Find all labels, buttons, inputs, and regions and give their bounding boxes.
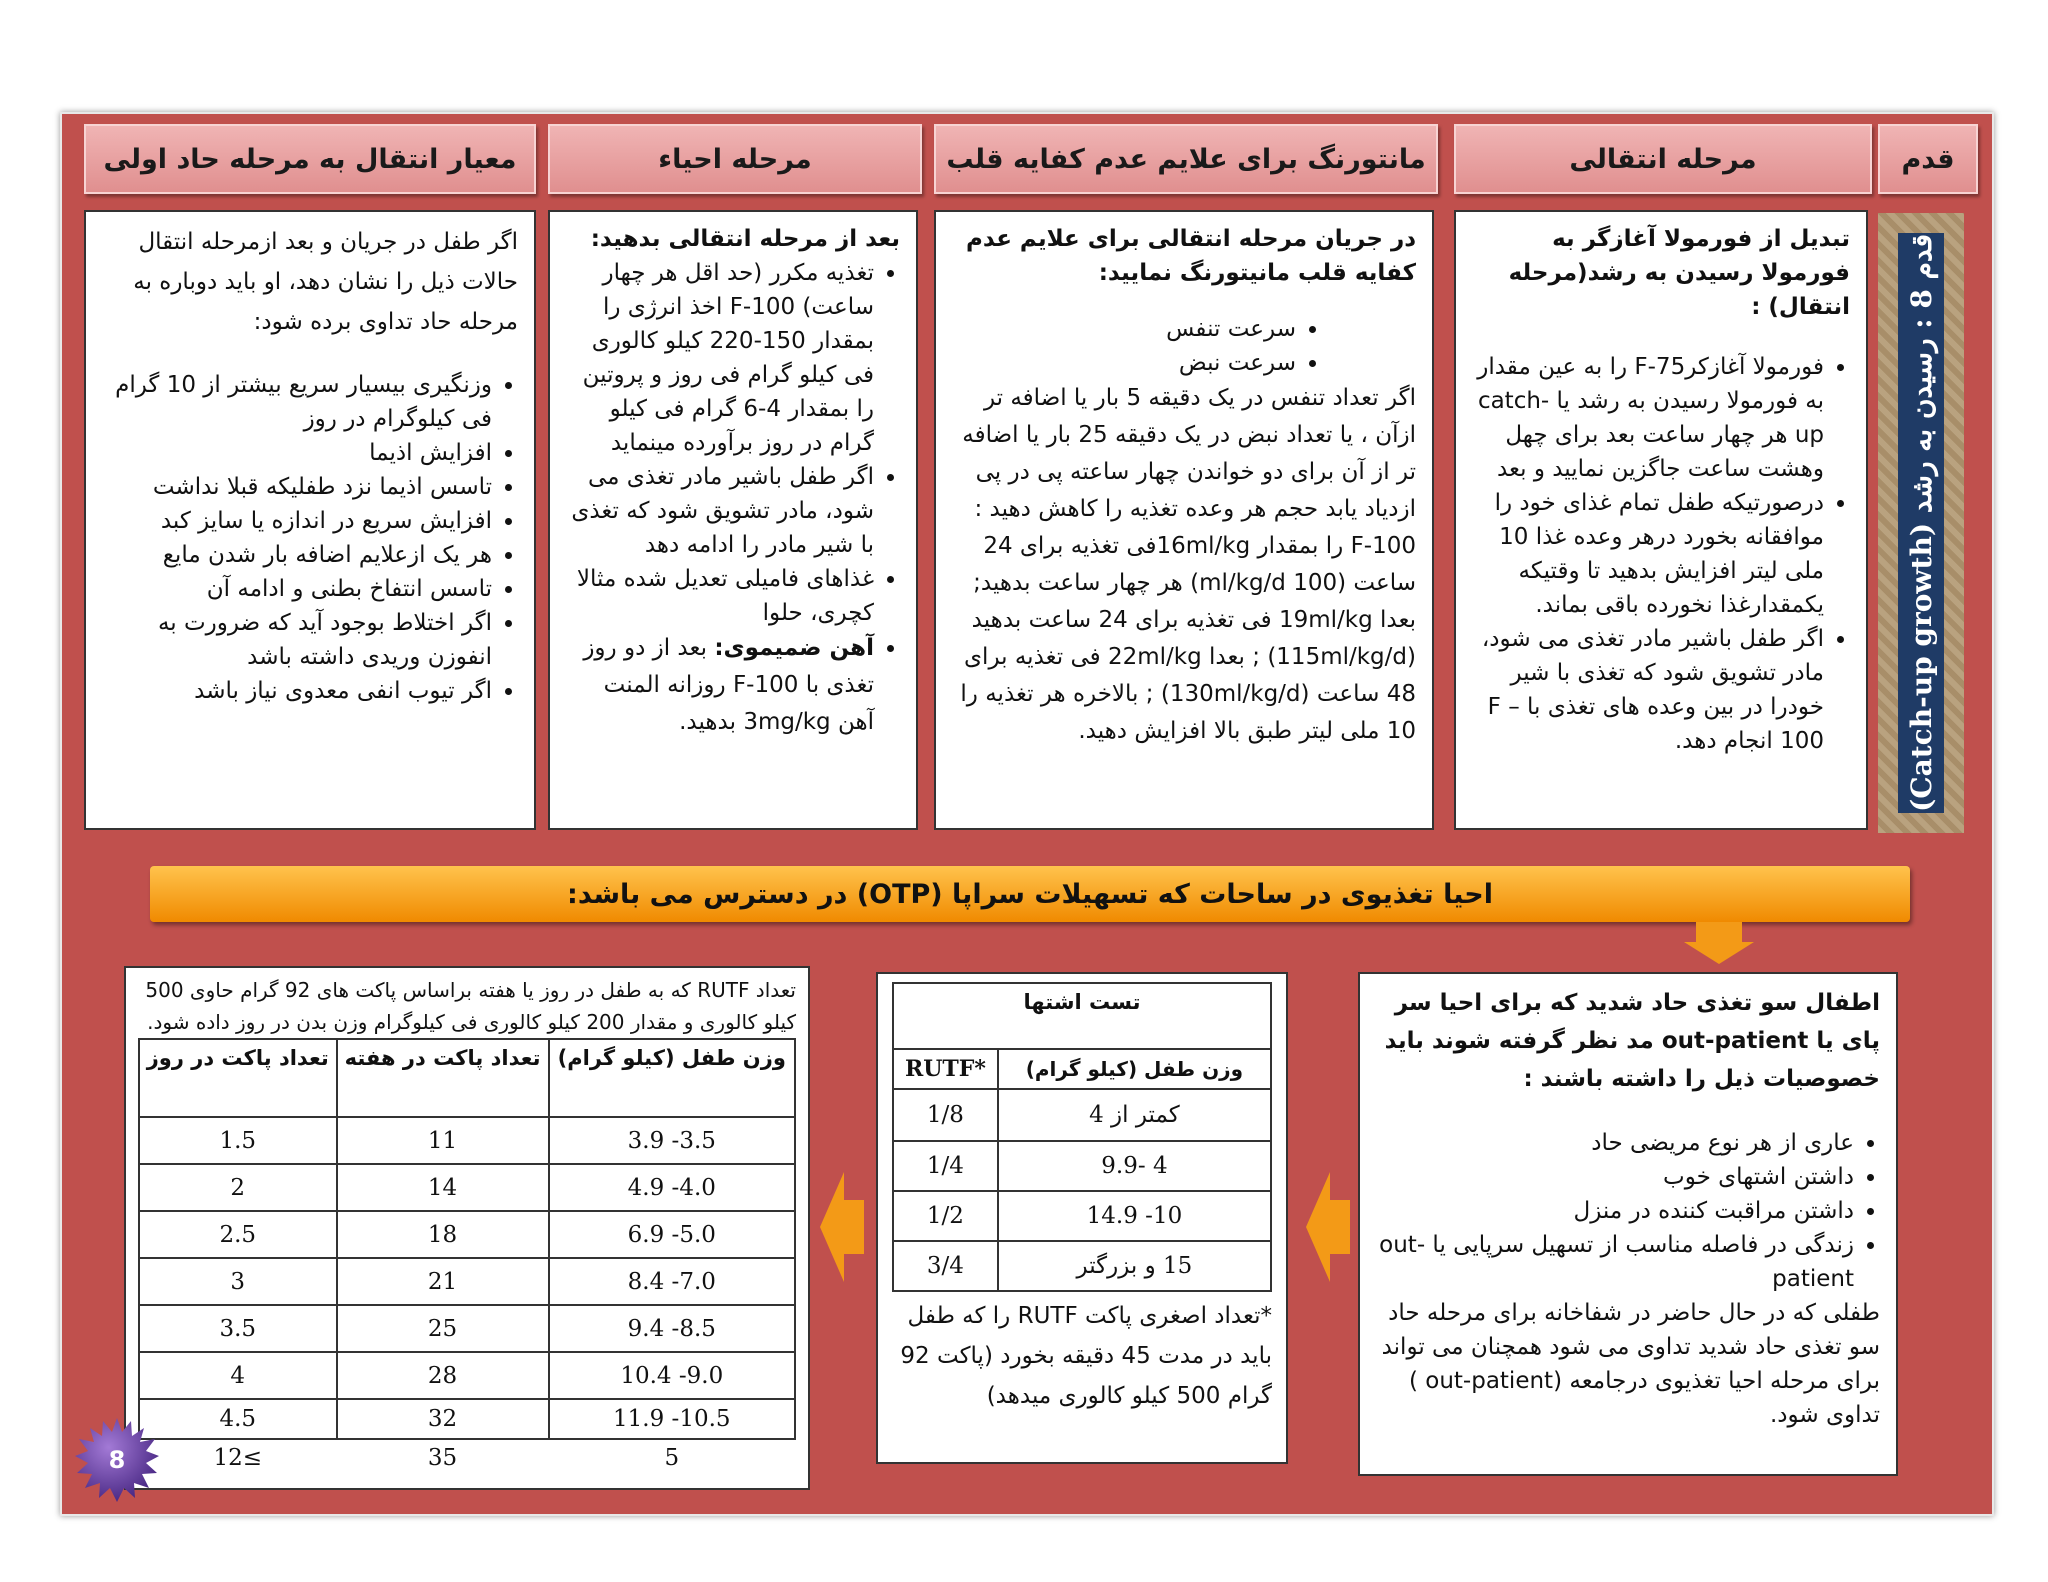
table-cell: 4 -9.9 [998, 1141, 1271, 1191]
table-cell: 3/4 [893, 1241, 998, 1291]
criteria-intro: اگر طفل در جریان و بعد ازمرحله انتقال حالات ذیل را نشان دهد، او باید دوباره به مرحله حاد تداوی برده شود: [133, 229, 518, 335]
table-cell: 2.5 [139, 1211, 337, 1258]
table-cell: 1/2 [893, 1191, 998, 1241]
table-cell: 11 [337, 1117, 549, 1164]
table-cell: 4.0- 4.9 [549, 1164, 795, 1211]
list-item: • وزنگیری بیسیار سریع بیشتر از 10 گرام فی کیلوگرام در روز [102, 368, 492, 436]
list-item: • افزایش اذیما [102, 436, 492, 470]
header-transition: مرحله انتقالی [1454, 124, 1872, 194]
table-cell: 3.5- 3.9 [549, 1117, 795, 1164]
outpatient-list [1376, 1126, 1880, 1296]
list-item: • اگر اختلاط بوجود آید که ضرورت به انفوزن وریدی داشته باشد [102, 606, 492, 674]
list-item: • درصورتیکه طفل تمام غذای خود را موافقانه بخورد درهر وعده غذا 10 ملی لیتر افزایش بدهید تا وقتیکه یکمقدارغذا نخورده باقی بماند. [1472, 486, 1824, 622]
table-cell: 8.5- 9.4 [549, 1305, 795, 1352]
header-criteria: معیار انتقال به مرحله حاد اولی [84, 124, 536, 194]
table-cell: 9.0- 10.4 [549, 1352, 795, 1399]
table-cell: 5 [664, 1445, 680, 1471]
table-cell: 1/8 [893, 1089, 998, 1141]
table-cell: 4.5 [139, 1399, 337, 1439]
table-cell: 3 [139, 1258, 337, 1305]
list-item: • سرعت تنفس [952, 312, 1296, 346]
page-number: 8 [108, 1446, 126, 1474]
criteria-list [102, 368, 518, 708]
monitoring-list [952, 312, 1416, 380]
col-day: تعداد پاکت در روز [139, 1039, 337, 1117]
monitoring-box [934, 210, 1434, 830]
header-step: قدم [1878, 124, 1978, 194]
iron-text: بعد از دو روز تغذی با F-100 روزانه المنت آهن 3mg/kg بدهید. [583, 635, 874, 735]
table-cell: 3.5 [139, 1305, 337, 1352]
table-cell: 7.0- 8.4 [549, 1258, 795, 1305]
col-rutf: *RUTF [893, 1049, 998, 1089]
arrow-left-icon [1306, 1172, 1350, 1282]
step-sidebar-label: قدم 8 : رسیدن به رشد (Catch-up growth) [1904, 234, 1938, 812]
list-item: • اگر طفل باشیر مادر تغذی می شود، مادر تشویق شود که تغذی با شیر خودرا در بین وعده های تغذی با F – 100 انجام دهد. [1472, 622, 1824, 758]
list-item: • اگر تیوب انفی معدوی نیاز باشد [102, 674, 492, 708]
step-sidebar [1878, 213, 1964, 833]
list-item: • زندگی در فاصله مناسب از تسهیل سرپایی یا out-patient [1376, 1228, 1854, 1296]
list-item: • تاسس انتفاخ بطنی و ادامه آن [102, 572, 492, 606]
list-item: • عاری از هر نوع مریضی حاد [1376, 1126, 1854, 1160]
list-item: • اگر طفل باشیر مادر تغذی می شود، مادر تشویق شود که تغذی با شیر مادر را ادامه دهد [566, 460, 874, 562]
rehab-box [548, 210, 918, 830]
col-weight: وزن طفل (کیلو گرام) [998, 1049, 1271, 1089]
col-week: تعداد پاکت در هفته [337, 1039, 549, 1117]
table-cell: 28 [337, 1352, 549, 1399]
list-item: • سرعت نبض [952, 346, 1296, 380]
table-cell: 14 [337, 1164, 549, 1211]
rehab-title: بعد از مرحله انتقالی بدهید: [590, 226, 900, 252]
transition-list [1472, 350, 1850, 758]
criteria-box [84, 210, 536, 830]
table-cell: 2 [139, 1164, 337, 1211]
monitoring-title: در جریان مرحله انتقالی برای علایم عدم کفایه قلب مانیتورنگ نمایید: [966, 226, 1416, 286]
table-cell: 35 [427, 1445, 458, 1471]
appetite-table [892, 982, 1272, 1292]
table-cell: 15 و بزرگتر [998, 1241, 1271, 1291]
outpatient-footer: طفلی که در حال حاضر در شفاخانه برای مرحله حاد سو تغذی حاد شدید تداوی می شود همچنان می تواند برای مرحله احیا تغذیوی درجامعه (out-patient ) تداوی شود. [1381, 1300, 1880, 1428]
appetite-box [876, 972, 1288, 1464]
list-item: • داشتن مراقبت کننده در منزل [1376, 1194, 1854, 1228]
table-cell: کمتر از 4 [998, 1089, 1271, 1141]
table-cell: ≥12 [213, 1445, 263, 1471]
outpatient-box [1358, 972, 1898, 1476]
page-number-badge [75, 1418, 159, 1502]
table-cell: 1.5 [139, 1117, 337, 1164]
table-cell: 10- 14.9 [998, 1191, 1271, 1241]
list-item: • تاسس اذیما نزد طفلیکه قبلا نداشت [102, 470, 492, 504]
rutf-table [138, 1038, 796, 1476]
table-cell: 4 [139, 1352, 337, 1399]
list-item: • تغذیه مکرر (حد اقل هر چهار ساعت) F-100 اخذ انرژی را بمقدار 150-220 کیلو کالوری فی کیلو گرام فی روز و پروتین را بمقدار 4-6 گرام فی کیلو گرام در روز برآورده مینماید [566, 256, 874, 460]
list-item: • داشتن اشتهای خوب [1376, 1160, 1854, 1194]
transition-title: تبدیل از فورمولا آغازگر به فورمولا رسیدن به رشد(مرحله انتقال) : [1508, 226, 1850, 320]
list-item: • غذاهای فامیلی تعدیل شده مثالا کچری، حلوا [566, 562, 874, 630]
otp-banner: احیا تغذیوی در ساحات که تسهیلات سراپا (OTP) در دسترس می باشد: [150, 866, 1910, 922]
rutf-box [124, 966, 810, 1490]
arrow-left-icon [820, 1172, 864, 1282]
list-item [566, 630, 874, 741]
table-cell: 25 [337, 1305, 549, 1352]
iron-label: آهن ضمیموی: [714, 635, 874, 661]
col-weight: وزن طفل (کیلو گرام) [549, 1039, 795, 1117]
rehab-list [566, 256, 900, 741]
table-cell: 10.5- 11.9 [549, 1399, 795, 1439]
list-item: • هر یک ازعلایم اضافه بار شدن مایع [102, 538, 492, 572]
header-rehab: مرحله احیاء [548, 124, 922, 194]
header-monitoring: مانتورنگ برای علایم عدم کفایه قلب [934, 124, 1438, 194]
table-cell: 1/4 [893, 1141, 998, 1191]
monitoring-paragraph: اگر تعداد تنفس در یک دقیقه 5 بار یا اضافه تر ازآن ، یا تعداد نبض در یک دقیقه 25 بار یا اضافه تر از آن برای دو خواندن چهار ساعته پی در پی ازدیاد یابد حجم هر وعده تغذیه را کاهش دهید : F-100 را بمقدار 16ml/kgفی تغذیه برای 24 ساعت (100 ml/kg/d) هر چهار ساعت بدهید; بعدا 19ml/kg فی تغذیه برای 24 ساعت بدهید (115ml/kg/d) ; بعدا 22ml/kg فی تغذیه برای 48 ساعت (130ml/kg/d) ; بالاخره هر تغذیه را 10 ملی لیتر طبق بالا افزایش دهید. [960, 385, 1416, 744]
list-item: • افزایش سریع در اندازه یا سایز کبد [102, 504, 492, 538]
table-cell: 32 [337, 1399, 549, 1439]
transition-box [1454, 210, 1868, 830]
outpatient-title: اطفال سو تغذی حاد شدید که برای احیا سر پای یا out-patient مد نظر گرفته شوند باید خصوصیات ذیل را داشته باشند : [1384, 990, 1880, 1092]
table-cell: 21 [337, 1258, 549, 1305]
arrow-down-icon [1684, 922, 1754, 964]
list-item: • فورمولا آغازکرF-75 را به عین مقدار به فورمولا رسیدن به رشد یا catch-up هر چهار ساعت بعد برای چهل وهشت ساعت جاگزین نمایید و بعد [1472, 350, 1824, 486]
rutf-intro: تعداد RUTF که به طفل در روز یا هفته براساس پاکت های 92 گرام حاوی 500 کیلو کالوری و مقدار 200 کیلو کالوری فی کیلوگرام وزن بدن در روز داده شود. [145, 978, 796, 1034]
table-cell: 18 [337, 1211, 549, 1258]
appetite-title: تست اشتها [893, 983, 1271, 1049]
appetite-note: *تعداد اصغری پاکت RUTF را که طفل باید در مدت 45 دقیقه بخورد (پاکت 92 گرام 500 کیلو کالوری میدهد) [900, 1303, 1272, 1409]
table-cell: 5.0- 6.9 [549, 1211, 795, 1258]
